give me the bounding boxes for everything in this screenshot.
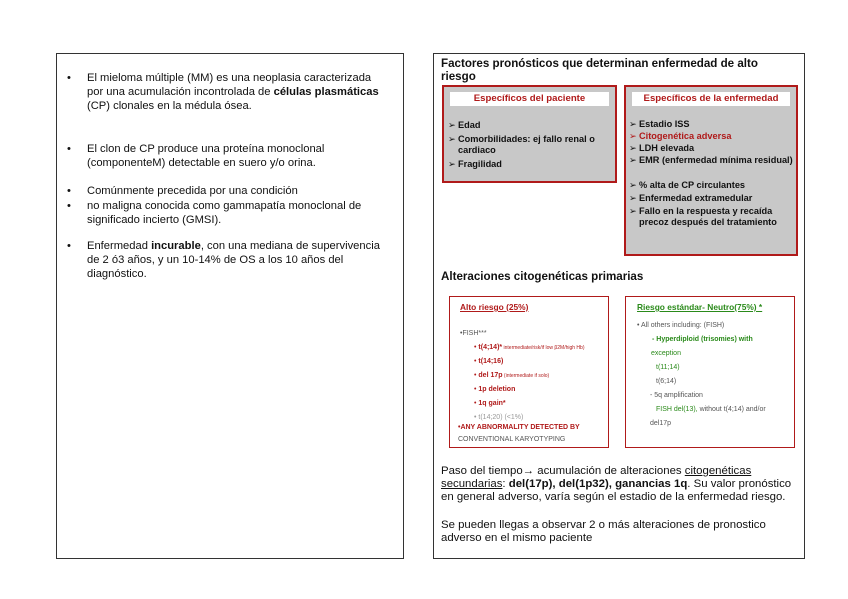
disease-item-emr: ➢ EMR (enfermedad mínima residual) bbox=[629, 155, 793, 165]
patient-item-edad: ➢ Edad bbox=[448, 120, 481, 130]
arrow-bullet-icon: ➢ bbox=[448, 159, 456, 169]
high-risk-item: • 1q gain* bbox=[474, 400, 506, 407]
cytogenetic-title: Alteraciones citogenéticas primarias bbox=[441, 270, 644, 283]
high-risk-title: Alto riesgo (25%) bbox=[460, 302, 529, 312]
standard-t614: t(6;14) bbox=[656, 378, 677, 385]
bullet-dot: • bbox=[67, 72, 71, 84]
high-risk-item: • del 17p (intermediate if solo) bbox=[474, 372, 550, 379]
disease-item-extramedular: ➢ Enfermedad extramedular bbox=[629, 193, 753, 203]
disease-item-cp: ➢ % alta de CP circulantes bbox=[629, 180, 746, 190]
high-risk-item: • t(14;20) (<1%) bbox=[474, 414, 524, 421]
multiple-alterations-paragraph: Se pueden llegas a observar 2 o más alteraciones de pronostico adverso en el mismo paciente bbox=[441, 519, 766, 545]
disease-item-citogenetica: ➢ Citogenética adversa bbox=[629, 131, 732, 141]
standard-fish-del13: FISH del(13), without t(4;14) and/or bbox=[656, 406, 766, 413]
arrow-bullet-icon: ➢ bbox=[448, 134, 456, 144]
standard-risk-title: Riesgo estándar- Neutro(75%) * bbox=[637, 302, 763, 312]
arrow-bullet-icon: ➢ bbox=[629, 155, 637, 165]
disease-item-fallo: ➢ Fallo en la respuesta y recaída precoz después del tratamiento bbox=[629, 206, 777, 227]
high-risk-karyotyping: CONVENTIONAL KARYOTYPING bbox=[458, 436, 566, 443]
high-risk-item: • t(4;14)* intermediate/risk/if low β2M/high Hb) bbox=[474, 344, 585, 351]
arrow-bullet-icon: ➢ bbox=[629, 131, 637, 141]
high-risk-any-abnormality: •ANY ABNORMALITY DETECTED BY bbox=[458, 424, 580, 431]
bullet-dot: • bbox=[67, 200, 71, 212]
bullet-dot: • bbox=[67, 143, 71, 155]
bullet-dot: • bbox=[67, 185, 71, 197]
standard-t1114: t(11;14) bbox=[656, 364, 680, 371]
patient-factors-header: Específicos del paciente bbox=[450, 92, 609, 106]
standard-exception: exception bbox=[651, 350, 681, 357]
arrow-bullet-icon: ➢ bbox=[629, 193, 637, 203]
high-risk-item: • t(14;16) bbox=[474, 358, 504, 365]
disease-item-ldh: ➢ LDH elevada bbox=[629, 143, 695, 153]
arrow-bullet-icon: ➢ bbox=[629, 206, 637, 216]
standard-hyperdiploid: - Hyperdiploid (trisomies) with bbox=[652, 336, 753, 343]
patient-item-comorbilidades: ➢ Comorbilidades: ej fallo renal o cardiaco bbox=[448, 134, 595, 155]
disease-factors-box bbox=[624, 85, 798, 256]
standard-all-others: • All others including: (FISH) bbox=[637, 322, 725, 329]
arrow-bullet-icon: ➢ bbox=[448, 120, 456, 130]
arrow-bullet-icon: ➢ bbox=[629, 180, 637, 190]
standard-del17p: del17p bbox=[650, 420, 672, 427]
bullet-precedida: • Comúnmente precedida por una condición bbox=[67, 185, 298, 197]
bullet-mieloma: • El mieloma múltiple (MM) es una neoplasia caracterizada por una acumulación incontrolada de células plasmáticas (CP) clonales en la médula ósea. bbox=[67, 72, 379, 112]
arrow-bullet-icon: ➢ bbox=[629, 119, 637, 129]
prognostic-factors-title: Factores pronósticos que determinan enfermedad de alto riesgo bbox=[441, 57, 758, 83]
bullet-clon: • El clon de CP produce una proteína monoclonal (componenteM) detectable en suero y/o orina. bbox=[67, 143, 325, 169]
disease-item-iss: ➢ Estadio ISS bbox=[629, 119, 690, 129]
secondary-alterations-paragraph: Paso del tiempo→ acumulación de alteraciones citogenéticas secundarias: del(17p), del(1p32), ganancias 1q. Su valor pronóstico en general adverso, varía según el estadio de la enfermedad riesgo. bbox=[441, 465, 792, 504]
high-risk-item: • 1p deletion bbox=[474, 386, 516, 393]
disease-factors-header: Específicos de la enfermedad bbox=[632, 92, 790, 106]
bullet-gmsi: • no maligna conocida como gammapatía monoclonal de significado incierto (GMSI). bbox=[67, 200, 362, 226]
standard-5q: - 5q amplification bbox=[650, 392, 703, 399]
bullet-dot: • bbox=[67, 240, 71, 252]
left-slide-panel bbox=[56, 53, 404, 559]
bullet-incurable: • Enfermedad incurable, con una mediana de supervivencia de 2 ó3 años, y un 10-14% de OS a los 10 años del diagnóstico. bbox=[67, 240, 380, 280]
high-risk-fish: •FISH*** bbox=[460, 330, 487, 337]
patient-item-fragilidad: ➢ Fragilidad bbox=[448, 159, 502, 169]
arrow-bullet-icon: ➢ bbox=[629, 143, 637, 153]
